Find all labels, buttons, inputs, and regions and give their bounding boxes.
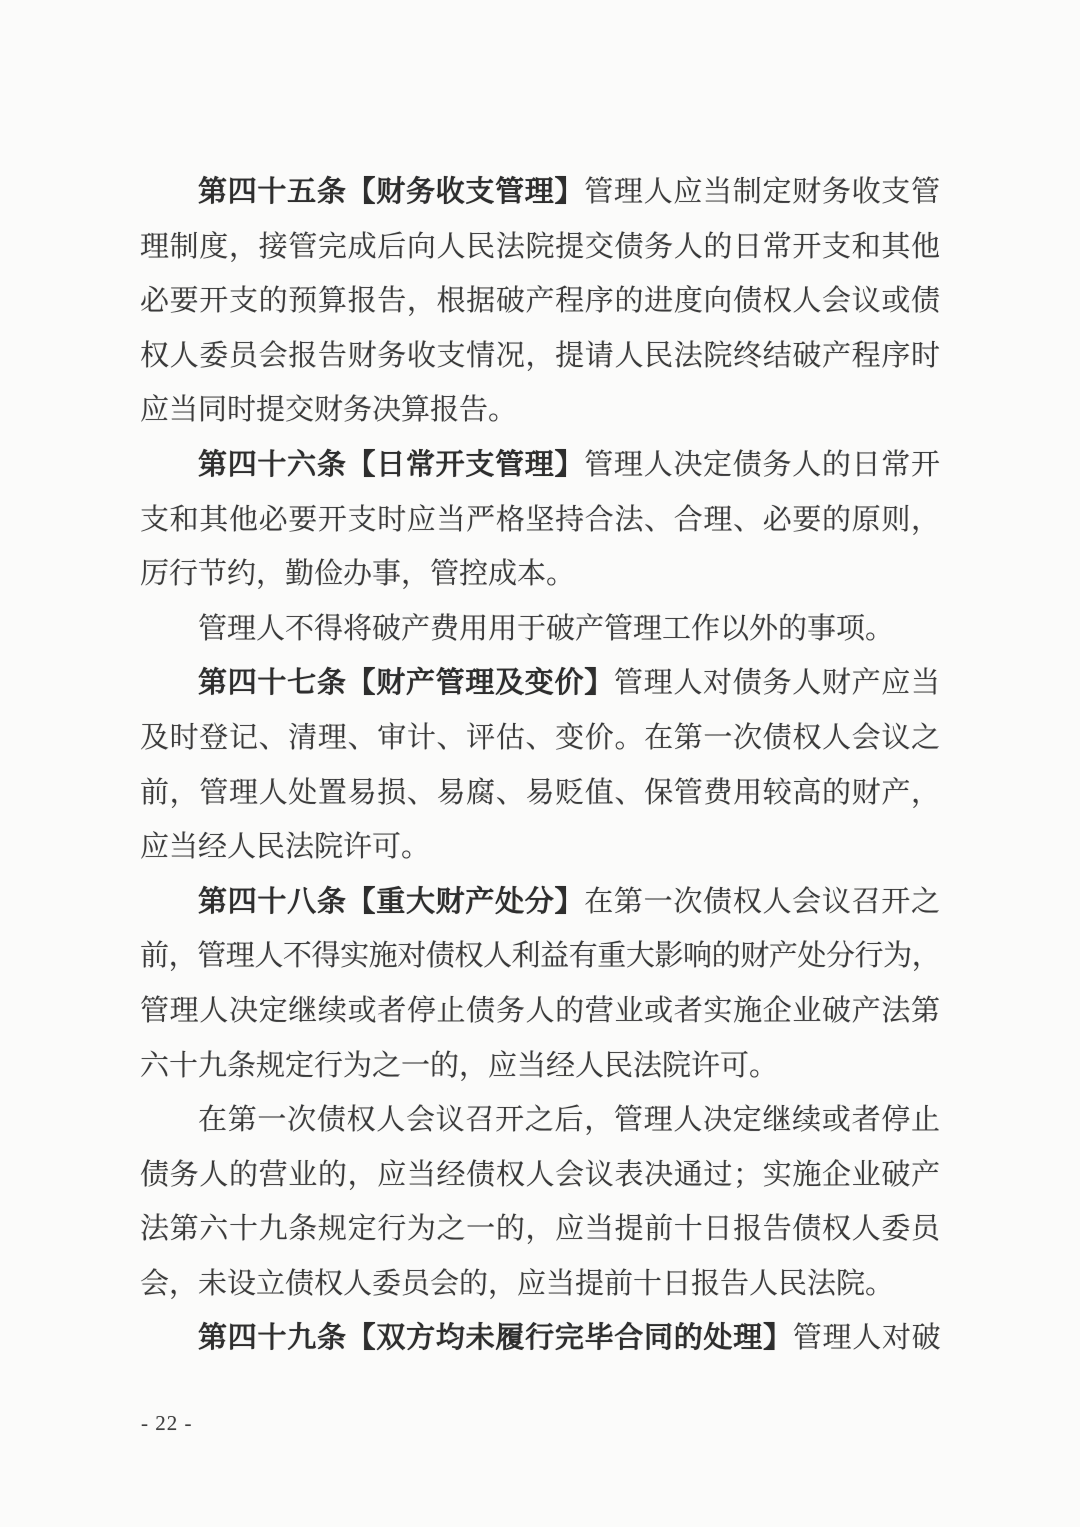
line-text: 在第一次债权人会议召开之后，管理人决定继续或者停止 [198, 1104, 940, 1137]
line-text: 理制度，接管完成后向人民法院提交债务人的日常开支和其他 [140, 230, 940, 263]
article-line [140, 165, 940, 220]
line-text: 管理人决定债务人的日常开 [584, 448, 940, 481]
line-text: 权人委员会报告财务收支情况，提请人民法院终结破产程序时 [140, 339, 940, 372]
article-line [140, 656, 940, 711]
article-heading: 第四十五条【财务收支管理】 [198, 176, 585, 208]
article-heading: 第四十六条【日常开支管理】 [198, 448, 585, 481]
text-line [140, 820, 940, 875]
text-line [140, 493, 940, 548]
article-line [140, 438, 940, 493]
line-text: 法第六十九条规定行为之一的，应当提前十日报告债权人委员 [140, 1213, 940, 1246]
text-line [140, 329, 940, 384]
text-line [140, 547, 940, 602]
line-text: 管理人对破 [792, 1322, 940, 1355]
text-line [140, 383, 940, 438]
line-text: 前，管理人处置易损、易腐、易贬值、保管费用较高的财产， [140, 776, 940, 809]
line-text: 前，管理人不得实施对债权人利益有重大影响的财产处分行为， [140, 940, 940, 973]
text-line [140, 274, 940, 329]
line-text: 管理人应当制定财务收支管 [584, 176, 940, 208]
article-line [140, 875, 940, 930]
line-text: 厉行节约，勤俭办事，管控成本。 [140, 558, 576, 591]
line-text: 债务人的营业的，应当经债权人会议表决通过；实施企业破产 [140, 1158, 940, 1191]
page-number: - 22 - [141, 1411, 193, 1435]
text-line [140, 1148, 940, 1203]
line-text: 在第一次债权人会议召开之 [584, 885, 940, 918]
line-text: 会，未设立债权人委员会的，应当提前十日报告人民法院。 [140, 1267, 895, 1300]
article-heading: 第四十九条【双方均未履行完毕合同的处理】 [198, 1322, 793, 1355]
line-text: 应当经人民法院许可。 [140, 831, 431, 864]
text-line [140, 929, 940, 984]
text-line [140, 984, 940, 1039]
text-line [140, 602, 940, 657]
text-line [140, 1257, 940, 1312]
article-line [140, 1311, 940, 1366]
line-text: 六十九条规定行为之一的，应当经人民法院许可。 [140, 1049, 779, 1082]
document-content [140, 165, 940, 1366]
text-line [140, 1093, 940, 1148]
text-line [140, 1202, 940, 1257]
text-line [140, 1039, 940, 1094]
text-line [140, 220, 940, 275]
line-text: 必要开支的预算报告，根据破产程序的进度向债权人会议或债 [140, 285, 940, 318]
line-text: 管理人对债务人财产应当 [613, 667, 940, 700]
line-text: 支和其他必要开支时应当严格坚持合法、合理、必要的原则， [140, 503, 940, 536]
line-text: 及时登记、清理、审计、评估、变价。在第一次债权人会议之 [140, 721, 940, 754]
line-text: 管理人不得将破产费用用于破产管理工作以外的事项。 [198, 612, 895, 645]
text-line [140, 711, 940, 766]
line-text: 应当同时提交财务决算报告。 [140, 394, 518, 427]
line-text: 管理人决定继续或者停止债务人的营业或者实施企业破产法第 [140, 994, 940, 1027]
article-heading: 第四十八条【重大财产处分】 [198, 885, 585, 918]
article-heading: 第四十七条【财产管理及变价】 [198, 667, 614, 700]
text-line [140, 766, 940, 821]
